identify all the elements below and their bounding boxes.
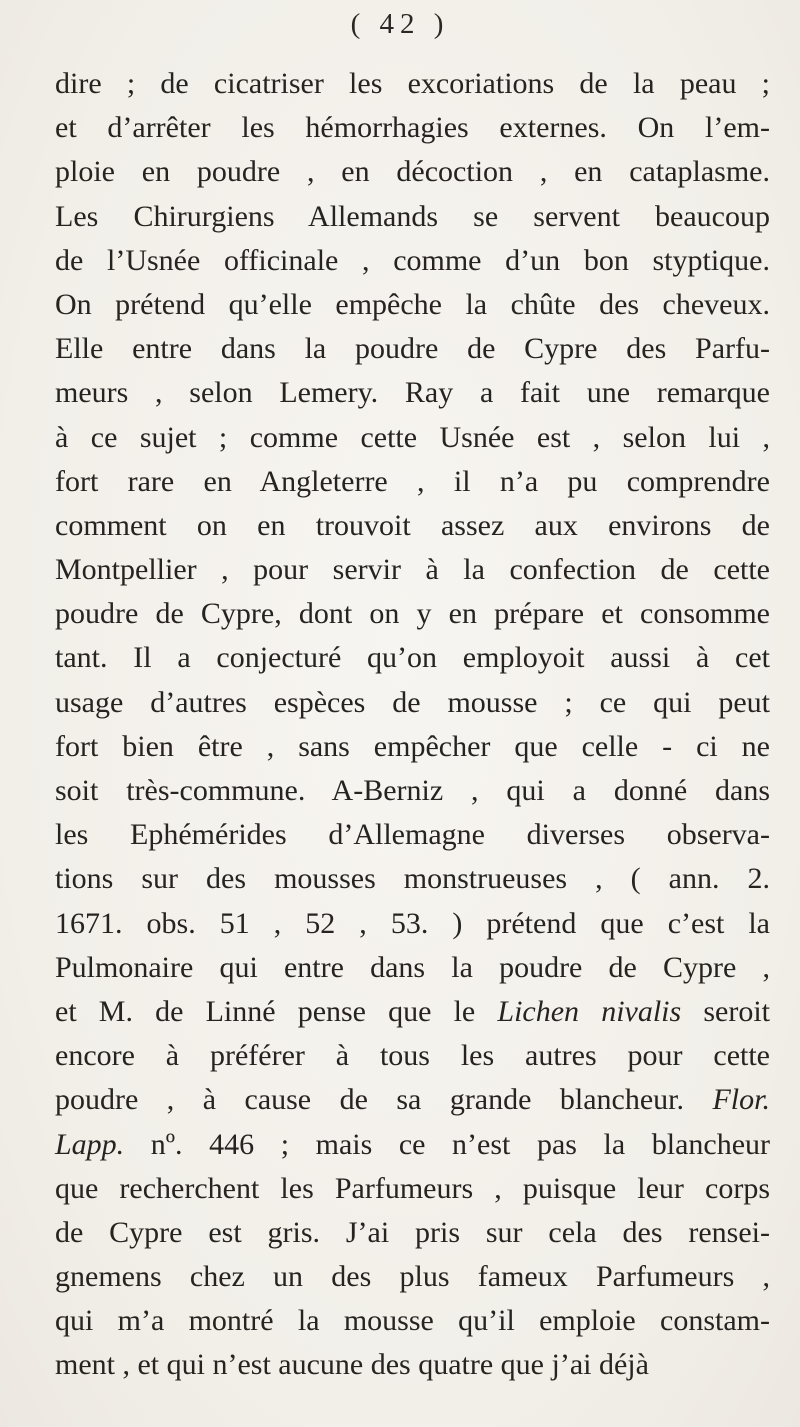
text-line: [55, 725, 770, 769]
text-line: [55, 460, 770, 504]
text-segment: meurs , selon Lemery. Ray a fait une remarque: [55, 376, 770, 410]
text-line: [55, 813, 770, 857]
text-line: [55, 371, 770, 415]
italic-segment: Lapp.: [55, 1127, 125, 1161]
text-segment: poudre , à cause de sa grande blancheur.: [55, 1083, 713, 1117]
text-line: [55, 62, 770, 106]
text-line: [55, 857, 770, 901]
text-line: [55, 990, 770, 1034]
text-line: [55, 504, 770, 548]
text-line: [55, 1123, 770, 1167]
text-line: [55, 946, 770, 990]
text-segment: de Cypre est gris. J’ai pris sur cela des rensei-: [55, 1215, 770, 1249]
text-segment: Elle entre dans la poudre de Cypre des Parfu-: [55, 332, 770, 366]
text-segment: tant. Il a conjecturé qu’on employoit aussi à cet: [55, 641, 770, 675]
text-line: [55, 1078, 770, 1122]
italic-segment: Flor.: [712, 1083, 770, 1117]
text-segment: poudre de Cypre, dont on y en prépare et consomme: [55, 597, 770, 631]
text-segment: fort rare en Angleterre , il n’a pu comprendre: [55, 464, 770, 498]
text-line: [55, 416, 770, 460]
text-line: [55, 106, 770, 150]
text-segment: Pulmonaire qui entre dans la poudre de Cypre ,: [55, 950, 770, 984]
text-line: [55, 636, 770, 680]
italic-segment: Lichen nivalis: [497, 994, 682, 1028]
text-line: [55, 150, 770, 194]
text-line: [55, 548, 770, 592]
text-line: [55, 902, 770, 946]
text-line: [55, 1255, 770, 1299]
text-segment: seroit: [681, 994, 770, 1028]
text-segment: et d’arrêter les hémorrhagies externes. On l’em-: [55, 111, 770, 145]
text-line: [55, 1299, 770, 1343]
text-segment: ploie en poudre , en décoction , en cataplasme.: [55, 155, 770, 189]
text-segment: nº. 446 ; mais ce n’est pas la blancheur: [124, 1127, 770, 1161]
text-segment: tions sur des mousses monstrueuses , ( ann. 2.: [55, 862, 770, 896]
text-line: [55, 1034, 770, 1078]
text-line: [55, 769, 770, 813]
text-segment: usage d’autres espèces de mousse ; ce qui peut: [55, 685, 770, 719]
text-segment: soit très-commune. A-Berniz , qui a donné dans: [55, 774, 770, 807]
text-segment: Montpellier , pour servir à la confection de cette: [55, 553, 770, 587]
text-line: [55, 592, 770, 636]
text-line: [55, 239, 770, 283]
text-segment: les Ephémérides d’Allemagne diverses observa-: [55, 818, 770, 852]
text-segment: comment on en trouvoit assez aux environs de: [55, 508, 770, 542]
text-segment: Les Chirurgiens Allemands se servent beaucoup: [55, 199, 770, 233]
text-segment: de l’Usnée officinale , comme d’un bon styptique.: [55, 243, 770, 277]
text-line: [55, 1211, 770, 1255]
text-segment: On prétend qu’elle empêche la chûte des cheveux.: [55, 287, 770, 321]
text-segment: qui m’a montré la mousse qu’il emploie constam-: [55, 1304, 770, 1338]
text-segment: gnemens chez un des plus fameux Parfumeurs ,: [55, 1260, 770, 1294]
text-line: [55, 1343, 770, 1387]
text-line: [55, 283, 770, 327]
text-segment: fort bien être , sans empêcher que celle - ci ne: [55, 729, 770, 763]
body-text: [55, 62, 770, 1388]
page-number: ( 42 ): [350, 8, 450, 40]
text-segment: encore à préférer à tous les autres pour cette: [55, 1039, 770, 1073]
text-segment: que recherchent les Parfumeurs , puisque leur corps: [55, 1171, 770, 1205]
text-line: [55, 195, 770, 239]
text-line: [55, 681, 770, 725]
text-segment: ment , et qui n’est aucune des quatre que j’ai déjà: [55, 1348, 649, 1382]
text-line: [55, 327, 770, 371]
text-segment: dire ; de cicatriser les excoriations de la peau ;: [55, 67, 770, 100]
text-segment: 1671. obs. 51 , 52 , 53. ) prétend que c’est la: [55, 906, 770, 940]
text-line: [55, 1167, 770, 1211]
text-segment: à ce sujet ; comme cette Usnée est , selon lui ,: [55, 420, 770, 454]
text-segment: et M. de Linné pense que le: [55, 994, 498, 1028]
